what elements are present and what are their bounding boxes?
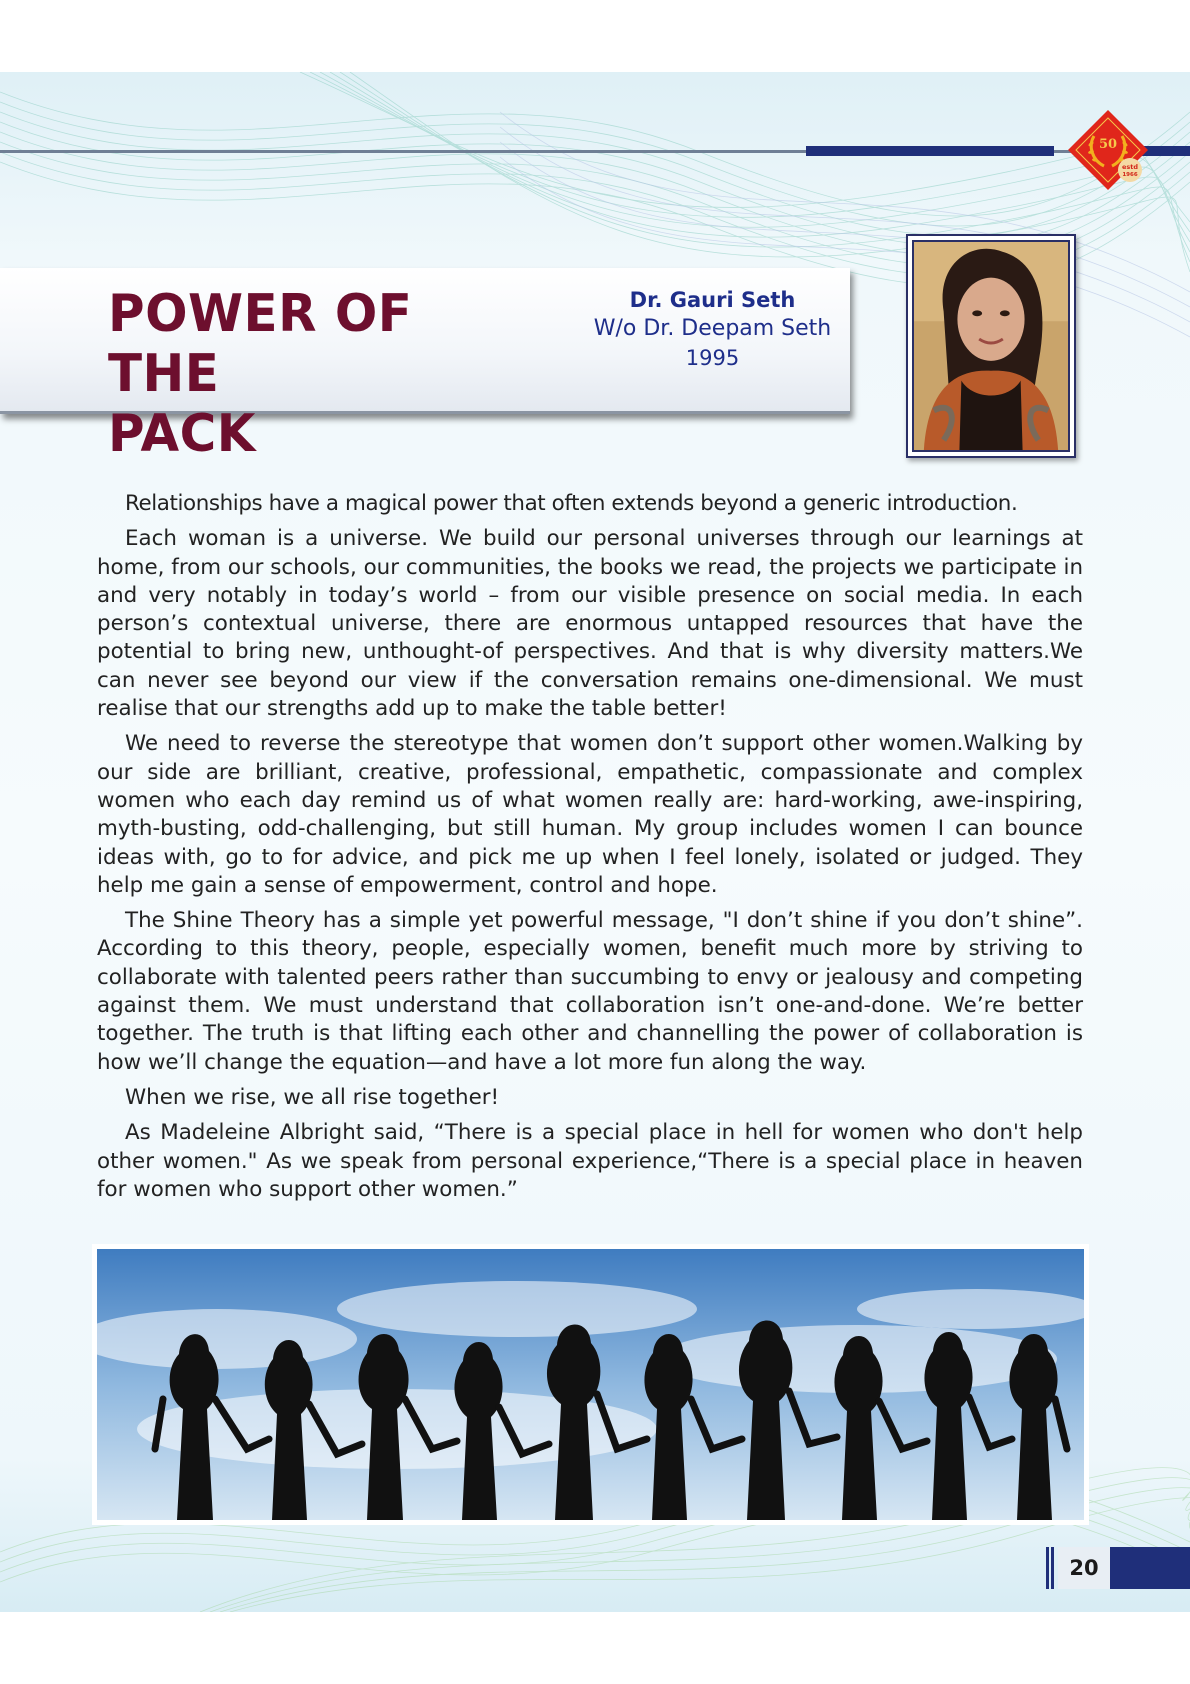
- article-title-line-2: PACK: [108, 404, 256, 464]
- page-number-bars: [1046, 1547, 1056, 1589]
- paragraph-2: Each woman is a universe. We build our personal universes through our learnings at home, from our schools, our communities, the books we read, the projects we participate in and very notably in today’s world – from our visible presence on social media. In each person’s contextual universe, there are enormous untapped resources that have the potential to bring new, unthought-of perspectives. And that is why diversity matters.We can never see beyond our view if the conversation remains one-dimensional. We must realise that our strengths add up to make the table better!: [97, 526, 1083, 722]
- svg-text:50: 50: [1098, 137, 1118, 152]
- author-year: 1995: [685, 346, 740, 370]
- author-photo: [906, 234, 1076, 458]
- paragraph-4: The Shine Theory has a simple yet powerful message, "I don’t shine if you don’t shine”. According to this theory, people, especially women, benefit much more by striving to collaborate with talented peers rather than succumbing to envy or jealousy and competing against them. We must understand that collaboration isn’t one-and-done. We’re better together. The truth is that lifting each other and channelling the power of collaboration is how we’ll change the equation—and have a lot more fun along the way.: [97, 908, 1083, 1075]
- women-silhouettes-image: [92, 1244, 1089, 1525]
- silhouette-illustration: [97, 1249, 1084, 1520]
- paragraph-1: Relationships have a magical power that often extends beyond a generic introduction.: [125, 491, 1018, 516]
- article-body: [97, 490, 1083, 1211]
- paragraph-5: When we rise, we all rise together!: [125, 1084, 500, 1110]
- page-number: 20: [1058, 1547, 1110, 1589]
- author-relation: W/o Dr. Deepam Seth: [593, 316, 832, 341]
- page-number-tab: [1046, 1547, 1190, 1589]
- author-name: Dr. Gauri Seth: [629, 288, 796, 312]
- paragraph-6: As Madeleine Albright said, “There is a special place in hell for women who don't help other women." As we speak from personal experience,“There is a special place in heaven for women who support other women.”: [97, 1120, 1083, 1202]
- article-title-line-1: POWER OF THE: [108, 284, 413, 404]
- author-portrait-image: [912, 240, 1070, 452]
- page-number-accent: [1110, 1547, 1190, 1589]
- author-byline: [580, 286, 845, 372]
- svg-text:estd: estd: [1121, 163, 1139, 171]
- paragraph-3: We need to reverse the stereotype that women don’t support other women.Walking by our side are brilliant, creative, professional, empathetic, compassionate and complex women who each day remind us of what women really are: hard-working, awe-inspiring, myth-busting, odd-challenging, but still human. My group includes women I can bounce ideas with, go to for advice, and pick me up when I feel lonely, isolated or judged. They help me gain a sense of empowerment, control and hope.: [97, 731, 1083, 898]
- article-title: [108, 284, 530, 464]
- header-rule-bar: [806, 146, 1054, 156]
- svg-text:1966: 1966: [1122, 172, 1138, 178]
- laurel-diamond-logo-icon: [1066, 108, 1150, 192]
